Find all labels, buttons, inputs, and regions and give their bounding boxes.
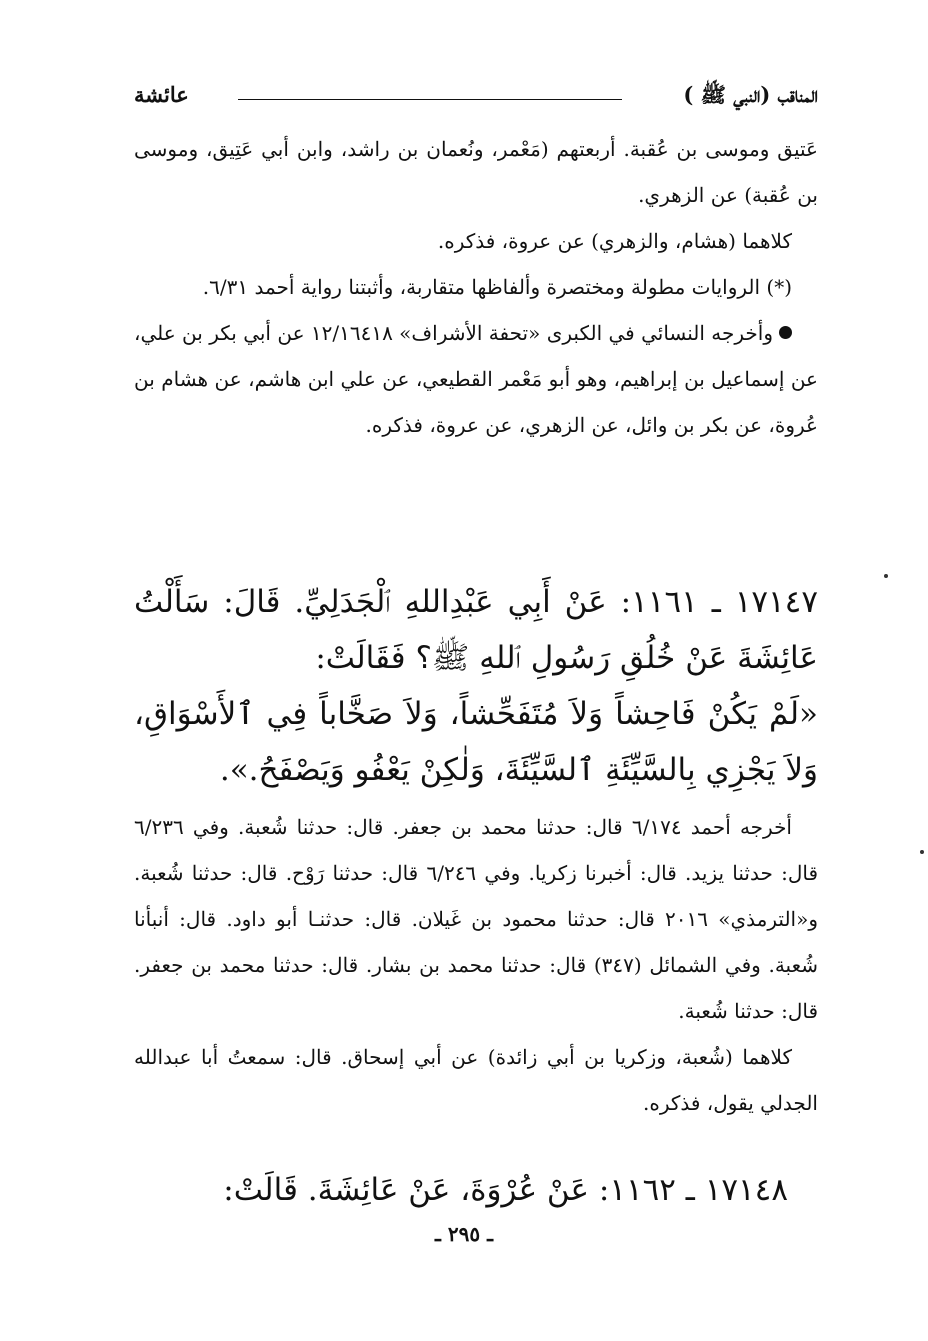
page-number: ـ ٢٩٥ ـ bbox=[435, 1222, 493, 1246]
paragraph-both-narrations: كلاهما (هشام، والزهري) عن عروة، فذكره. bbox=[437, 229, 792, 253]
paragraph-both-chains: كلاهما (شُعبة، وزكريا بن أبي زائدة) عن أبي إسحاق. قال: سمعتُ أبا عبدالله الجدلي يقول، فذكره. bbox=[134, 1045, 818, 1115]
hadith-17148-chain: ١٧١٤٨ ـ ١١٦٢: عَنْ عُرْوَةَ، عَنْ عَائِشَةَ. قَالَتْ: bbox=[223, 1172, 788, 1208]
paragraph-nasai-text: وأخرجه النسائي في الكبرى «تحفة الأشراف» ١٢/١٦٤١٨ عن أبي بكر بن علي، عن إسماعيل بن إبراهيم، وهو أبو مَعْمر القطيعي، عن علي ابن هاشم، عن هشام بن عُروة، عن بكر بن وائل، عن الزهري، عن عروة، فذكره. bbox=[134, 321, 818, 437]
commentary-block-bottom bbox=[134, 804, 818, 1126]
scan-speck bbox=[920, 850, 924, 854]
paragraph-note: (*) الروايات مطولة ومختصرة وألفاظها متقاربة، وأثبتنا رواية أحمد ٦/٣١. bbox=[202, 275, 792, 299]
commentary-block-top bbox=[134, 126, 818, 448]
bullet-dot bbox=[779, 326, 792, 339]
hadith-17147 bbox=[134, 574, 818, 798]
hadith-17147-text: «لَمْ يَكُنْ فَاحِشاً وَلاَ مُتَفَحِّشاً، وَلاَ صَخَّاباً فِي ٱلأَسْوَاقِ، وَلاَ يَجْزِي بِالسَّيِّئَةِ ٱلسَّيِّئَةَ، وَلٰكِنْ يَعْفُو وَيَصْفَحُ.». bbox=[134, 696, 818, 788]
paragraph-narrators: عَتيق وموسى بن عُقبة. أربعتهم (مَعْمر، ونُعمان بن راشد، وابن أبي عَتِيق، وموسى بن عُقبة) عن الزهري. bbox=[134, 137, 818, 207]
header-section-title: المناقب (النبي ﷺ ) bbox=[683, 82, 818, 107]
paragraph-takhrij: أخرجه أحمد ٦/١٧٤ قال: حدثنا محمد بن جعفر. قال: حدثنا شُعبة. وفي ٦/٢٣٦ قال: حدثنا يزيد. قال: أخبرنا زكريا. وفي ٦/٢٤٦ قال: حدثنا رَوْح. قال: حدثنا شُعبة. و«الترمذي» ٢٠١٦ قال: حدثنا محمود بن غَيلان. قال: حدثنـا أبو داود. قال: أنبأنا شُعبة. وفي الشمائل (٣٤٧) قال: حدثنا محمد بن بشار. قال: حدثنا محمد بن جعفر. قال: حدثنا شُعبة. bbox=[134, 815, 819, 1023]
paragraph-nasai bbox=[134, 310, 818, 448]
hadith-17148 bbox=[134, 1162, 818, 1218]
scan-speck bbox=[884, 574, 888, 578]
running-header bbox=[134, 82, 818, 118]
header-rule bbox=[238, 99, 622, 100]
hadith-17147-chain: ١٧١٤٧ ـ ١١٦١: عَنْ أَبِي عَبْدِاللهِ ٱلْجَدَلِيِّ. قَالَ: سَأَلْتُ عَائِشَةَ عَنْ خُلُقِ رَسُولِ ٱللهِ ﷺ؟ فَقَالَتْ: bbox=[134, 584, 818, 676]
header-chapter-name: عائشة bbox=[134, 82, 189, 107]
